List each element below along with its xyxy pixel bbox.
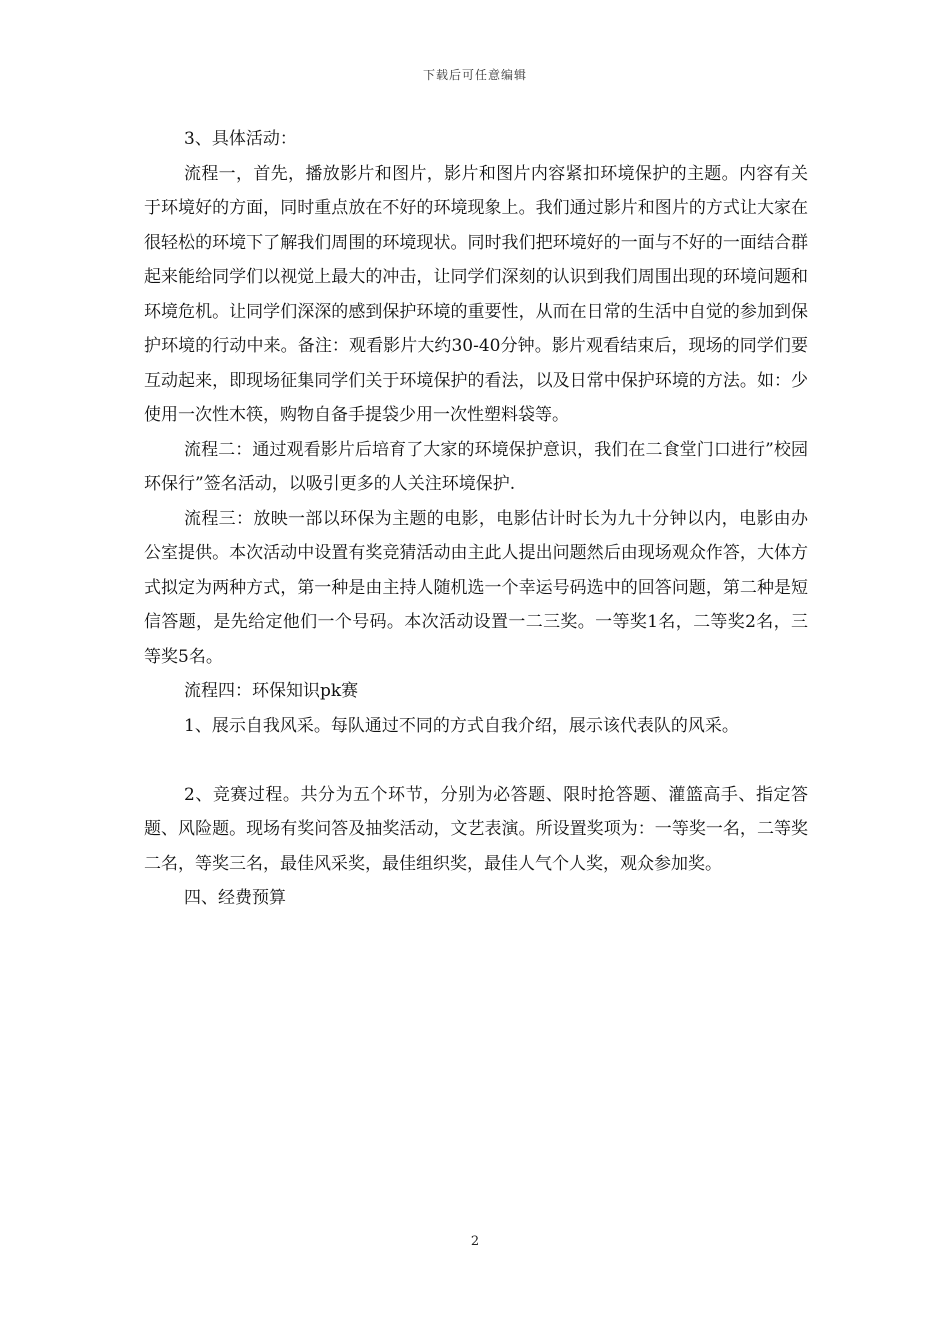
- section-title-activities: 3、具体活动：: [184, 129, 297, 149]
- paragraph-process-1: 流程一，首先，播放影片和图片，影片和图片内容紧扣环境保护的主题。内容有关于环境好的方面，同时重点放在不好的环境现象上。我们通过影片和图片的方式让大家在很轻松的环境下了解我们周围的环境现状。同时我们把环境好的一面与不好的一面结合群起来能给同学们以视觉上最大的冲击，让同学们深刻的认识到我们周围出现的环境问题和环境危机。让同学们深深的感到保护环境的重要性，从而在日常的生活中自觉的参加到保护环境的行动中来。备注：观看影片大约30-40分钟。影片观看结束后，现场的同学们要互动起来，即现场征集同学们关于环境保护的看法，以及日常中保护环境的方法。如：少使用一次性木筷，购物自备手提袋少用一次性塑料袋等。: [144, 163, 808, 425]
- list-item-2: 2、竞赛过程。共分为五个环节，分别为必答题、限时抢答题、灌篮高手、指定答题、风险题。现场有奖问答及抽奖活动，文艺表演。所设置奖项为：一等奖一名，二等奖二名，等奖三名，最佳风采奖，最佳组织奖，最佳人气个人奖，观众参加奖。: [144, 784, 808, 874]
- section-title-budget: 四、经费预算: [184, 888, 286, 908]
- paragraph-spacer: [144, 743, 808, 778]
- document-body: [144, 122, 808, 916]
- page-number: 2: [470, 1234, 480, 1249]
- list-item-1: 1、展示自我风采。每队通过不同的方式自我介绍，展示该代表队的风采。: [184, 715, 739, 736]
- paragraph-process-4-title: 流程四：环保知识pk赛: [184, 681, 359, 701]
- page-header: 下载后可任意编辑: [422, 68, 527, 82]
- paragraph-process-3: 流程三：放映一部以环保为主题的电影，电影估计时长为九十分钟以内，电影由办公室提供。本次活动中设置有奖竞猜活动由主此人提出问题然后由现场观众作答，大体方式拟定为两种方式，第一种是由主持人随机选一个幸运号码选中的回答问题，第二种是短信答题，是先给定他们一个号码。本次活动设置一二三奖。一等奖1名，二等奖2名，三等奖5名。: [144, 508, 808, 667]
- paragraph-process-2: 流程二：通过观看影片后培育了大家的环境保护意识，我们在二食堂门口进行”校园环保行”签名活动，以吸引更多的人关注环境保护.: [144, 439, 808, 494]
